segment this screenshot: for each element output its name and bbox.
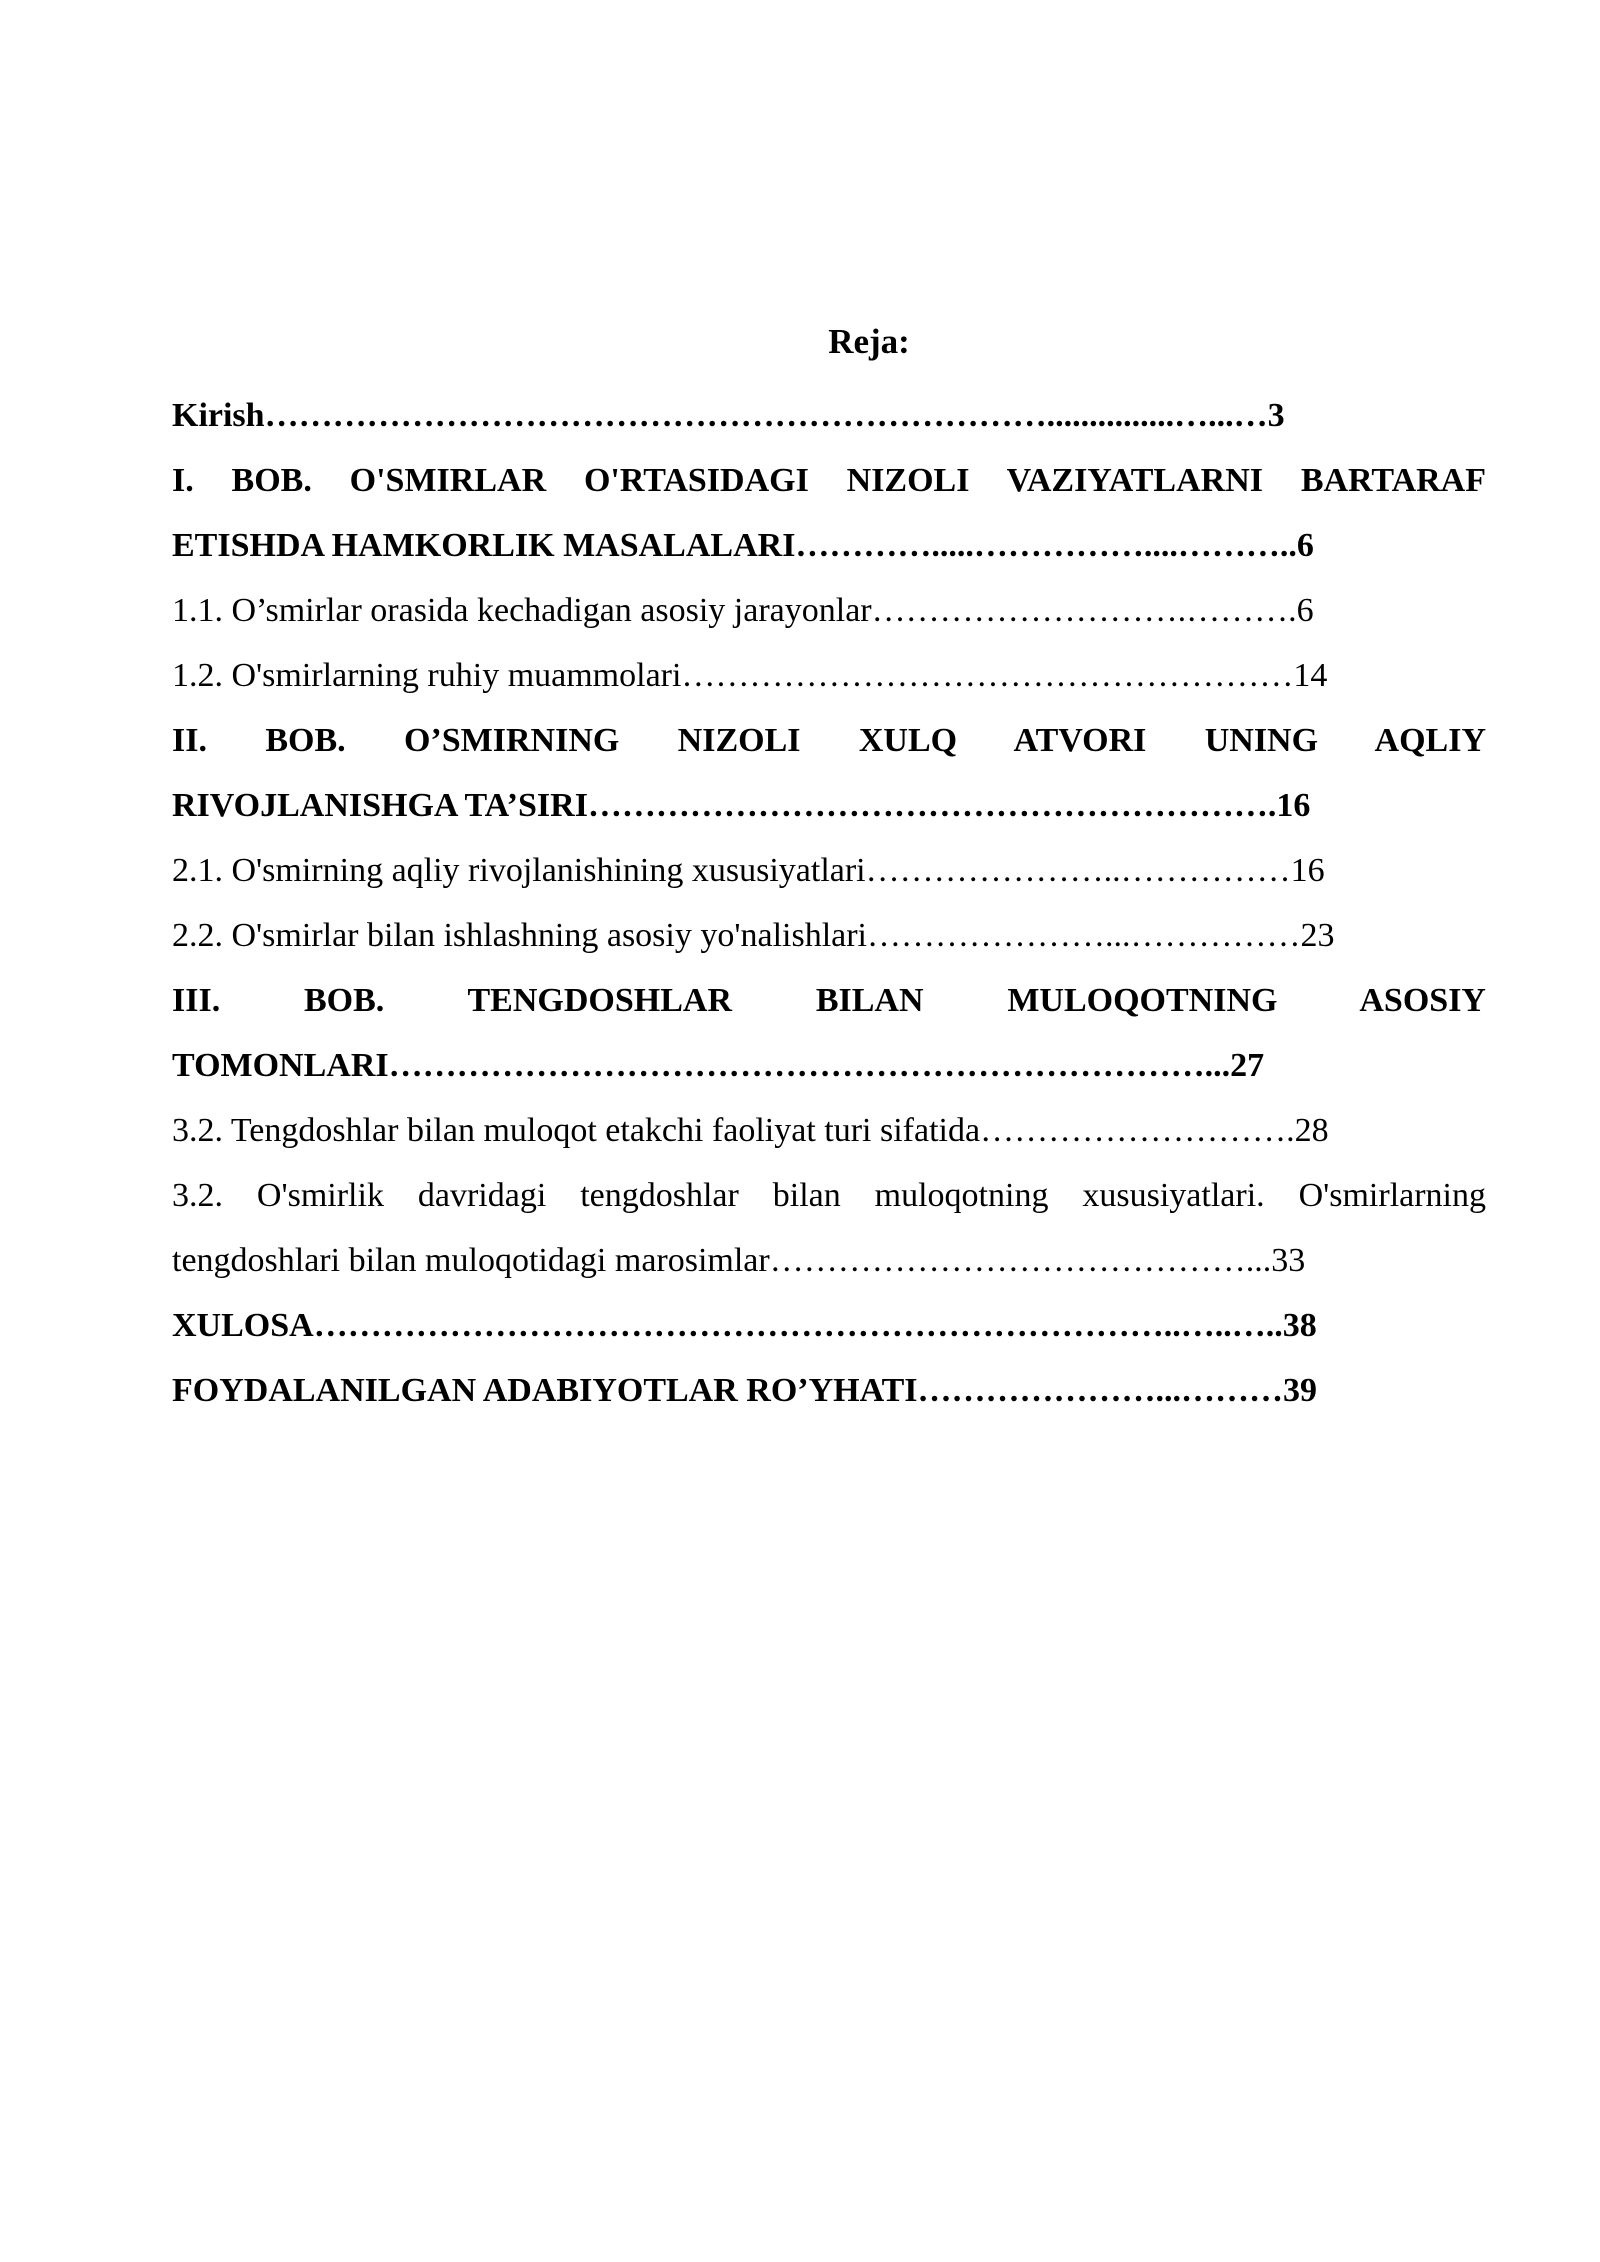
toc-entry-2-2: 2.2. O'smirlar bilan ishlashning asosiy yo'nalishlari…………………...……………23: [172, 917, 1335, 954]
toc-entry-3-1: 3.2. Tengdoshlar bilan muloqot etakchi faoliyat turi sifatida……………………….28: [172, 1112, 1329, 1149]
toc-entry-adabiyotlar: FOYDALANILGAN ADABIYOTLAR RO’YHATI…………………...………39: [172, 1372, 1318, 1409]
toc-entry-xulosa: XULOSA…………………………………………………………………..…..…..38: [172, 1307, 1317, 1344]
toc-chapter-3-heading: III. BOB. TENGDOSHLAR BILAN MULOQOTNING ASOSIY: [172, 982, 1486, 1019]
toc-entry-kirish: Kirish……………………………………………………………...............…...…3: [172, 397, 1285, 434]
toc-entry-2-1: 2.1. O'smirning aqliy rivojlanishining xususiyatlari…………………..……………16: [172, 852, 1325, 889]
table-of-contents: [172, 318, 1486, 1423]
toc-chapter-2-heading-cont: RIVOJLANISHGA TA’SIRI…………………………………………………….16: [172, 787, 1311, 824]
toc-title: Reja:: [828, 322, 910, 361]
toc-chapter-1-heading: I. BOB. O'SMIRLAR O'RTASIDAGI NIZOLI VAZIYATLARNI BARTARAF: [172, 462, 1486, 499]
toc-chapter-2-heading: II. BOB. O’SMIRNING NIZOLI XULQ ATVORI UNING AQLIY: [172, 722, 1486, 759]
toc-entry-1-2: 1.2. O'smirlarning ruhiy muammolari………………………………………………14: [172, 657, 1328, 694]
toc-chapter-3-heading-cont: TOMONLARI………………………………………………………………...27: [172, 1047, 1265, 1084]
toc-entry-1-1: 1.1. O’smirlar orasida kechadigan asosiy jarayonlar……………………….……….6: [172, 592, 1314, 629]
toc-chapter-1-heading-cont: ETISHDA HAMKORLIK MASALALARI………….....……………....………..6: [172, 527, 1314, 564]
toc-entry-3-2-cont: tengdoshlari bilan muloqotidagi marosimlar……………………………………...33: [172, 1242, 1306, 1279]
toc-entry-3-2: 3.2. O'smirlik davridagi tengdoshlar bilan muloqotning xususiyatlari. O'smirlarning: [172, 1177, 1486, 1214]
